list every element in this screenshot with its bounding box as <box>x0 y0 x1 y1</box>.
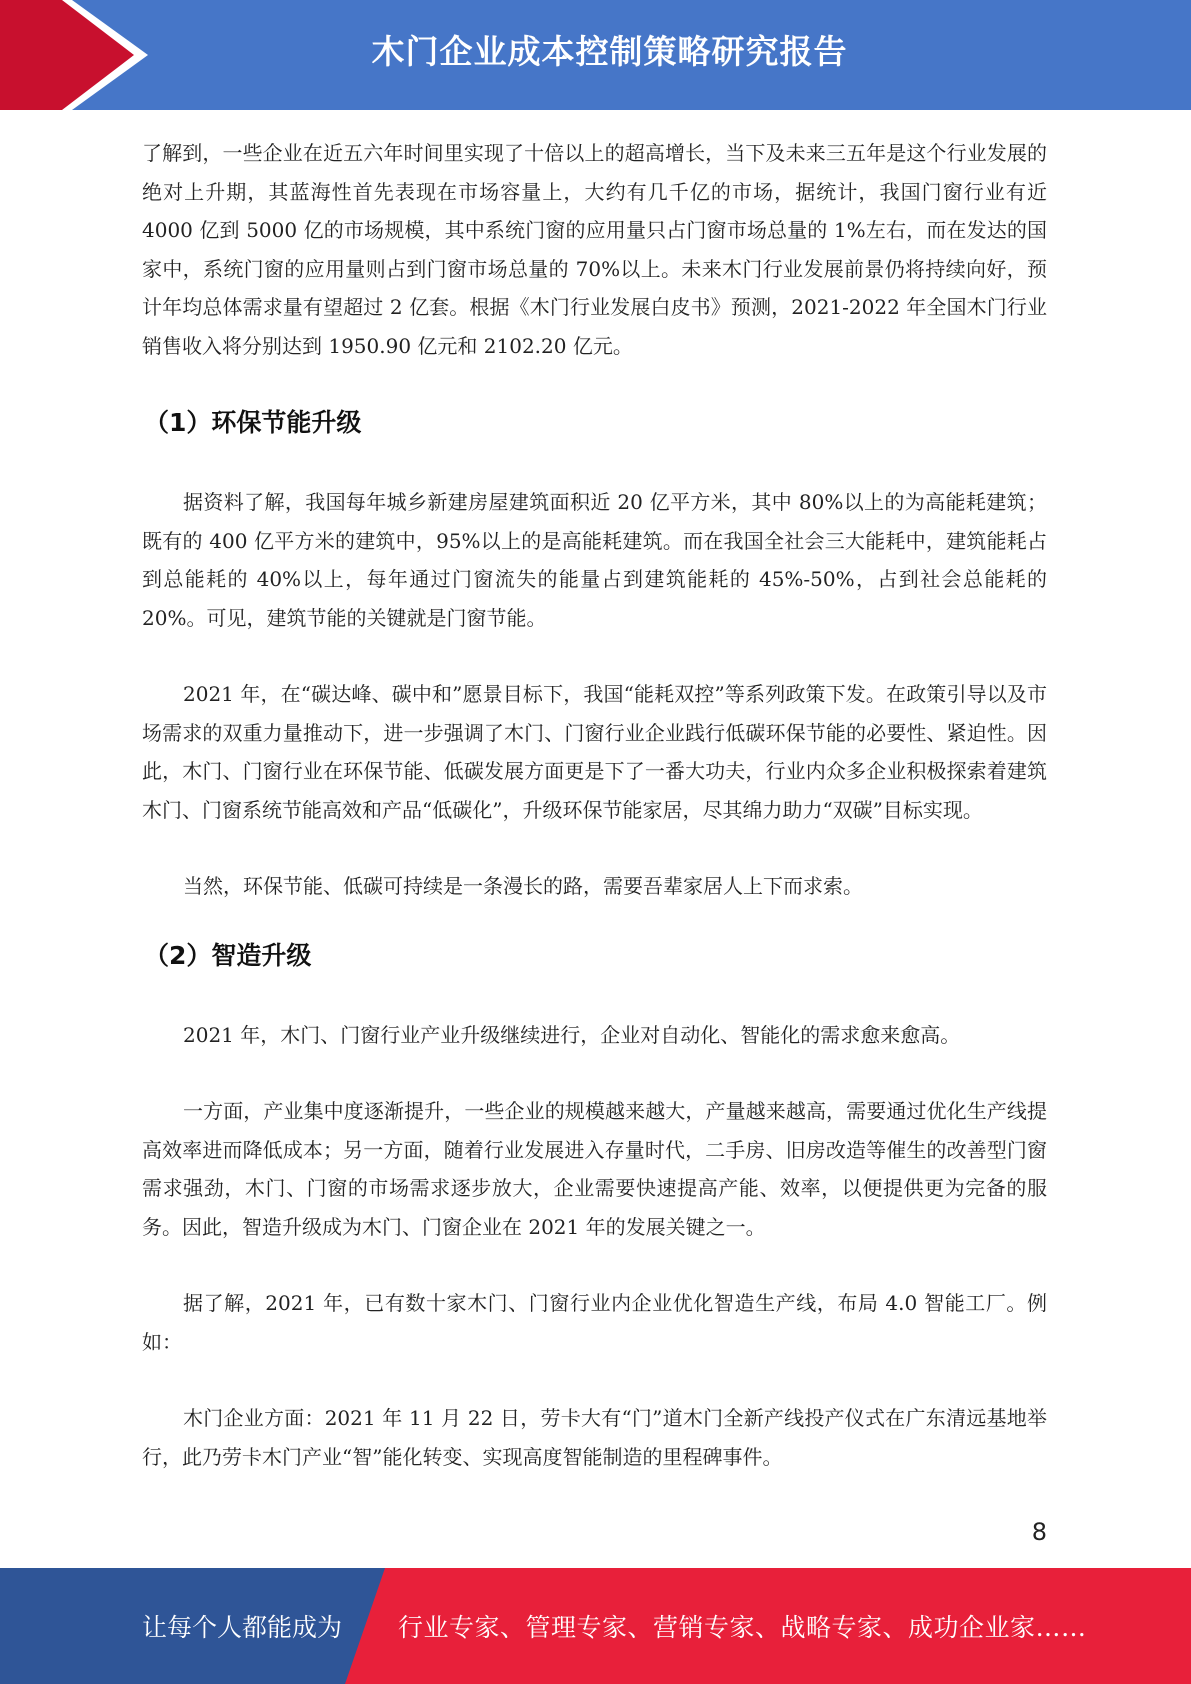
page-number: 8 <box>1031 1518 1047 1546</box>
paragraph: 当然，环保节能、低碳可持续是一条漫长的路，需要吾辈家居人上下而求索。 <box>183 874 863 898</box>
section-heading-eco-upgrade: （1）环保节能升级 <box>144 408 362 437</box>
paragraph: 2021 年，在“碳达峰、碳中和”愿景目标下，我国“能耗双控”等系列政策下发。在政策引导以及市场需求的双重力量推动下，进一步强调了木门、门窗行业企业践行低碳环保节能的必要性、紧迫性。因此，木门、门窗行业在环保节能、低碳发展方面更是下了一番大功夫，行业内众多企业积极探索着建筑木门、门窗系统节能高效和产品“低碳化”，升级环保节能家居，尽其绵力助力“双碳”目标实现。 <box>142 682 1047 822</box>
paragraph: 2021 年，木门、门窗行业产业升级继续进行，企业对自动化、智能化的需求愈来愈高。 <box>183 1022 961 1047</box>
report-title: 木门企业成本控制策略研究报告 <box>371 32 848 71</box>
footer-slogan-left: 让每个人都能成为 <box>142 1613 343 1642</box>
intro-paragraph: 了解到，一些企业在近五六年时间里实现了十倍以上的超高增长，当下及未来三五年是这个行业发展的绝对上升期，其蓝海性首先表现在市场容量上，大约有几千亿的市场，据统计，我国门窗行业有近 4000 亿到 5000 亿的市场规模，其中系统门窗的应用量只占门窗市场总量的 1%左右，而在发达的国家中，系统门窗的应用量则占到门窗市场总量的 70%以上。未来木门行业发展前景仍将持续向好，预计年均总体需求量有望超过 2 亿套。根据《木门行业发展白皮书》预测，2021-2022 年全国木门行业销售收入将分别达到 1950.90 亿元和 2102.20 亿元。 <box>142 141 1047 358</box>
paragraph: 据资料了解，我国每年城乡新建房屋建筑面积近 20 亿平方米，其中 80%以上的为高能耗建筑；既有的 400 亿平方米的建筑中，95%以上的是高能耗建筑。而在我国全社会三大能耗中，建筑能耗占到总能耗的 40%以上，每年通过门窗流失的能量占到建筑能耗的 45%-50%，占到社会总能耗的 20%。可见，建筑节能的关键就是门窗节能。 <box>142 490 1047 630</box>
page-header <box>0 0 1191 110</box>
page-footer <box>0 1568 1191 1684</box>
section-heading-smart-manufacturing: （2）智造升级 <box>144 940 312 970</box>
paragraph: 一方面，产业集中度逐渐提升，一些企业的规模越来越大，产量越来越高，需要通过优化生产线提高效率进而降低成本；另一方面，随着行业发展进入存量时代，二手房、旧房改造等催生的改善型门窗需求强劲，木门、门窗的市场需求逐步放大，企业需要快速提高产能、效率，以便提供更为完备的服务。因此，智造升级成为木门、门窗企业在 2021 年的发展关键之一。 <box>142 1099 1047 1239</box>
footer-slogan-right: 行业专家、管理专家、营销专家、战略专家、成功企业家…… <box>398 1613 1087 1642</box>
paragraph: 据了解，2021 年，已有数十家木门、门窗行业内企业优化智造生产线，布局 4.0 智能工厂。例如： <box>142 1291 1047 1354</box>
paragraph: 木门企业方面：2021 年 11 月 22 日，劳卡大有“门”道木门全新产线投产仪式在广东清远基地举行，此乃劳卡木门产业“智”能化转变、实现高度智能制造的里程碑事件。 <box>142 1406 1047 1469</box>
document-body <box>142 134 1047 1476</box>
